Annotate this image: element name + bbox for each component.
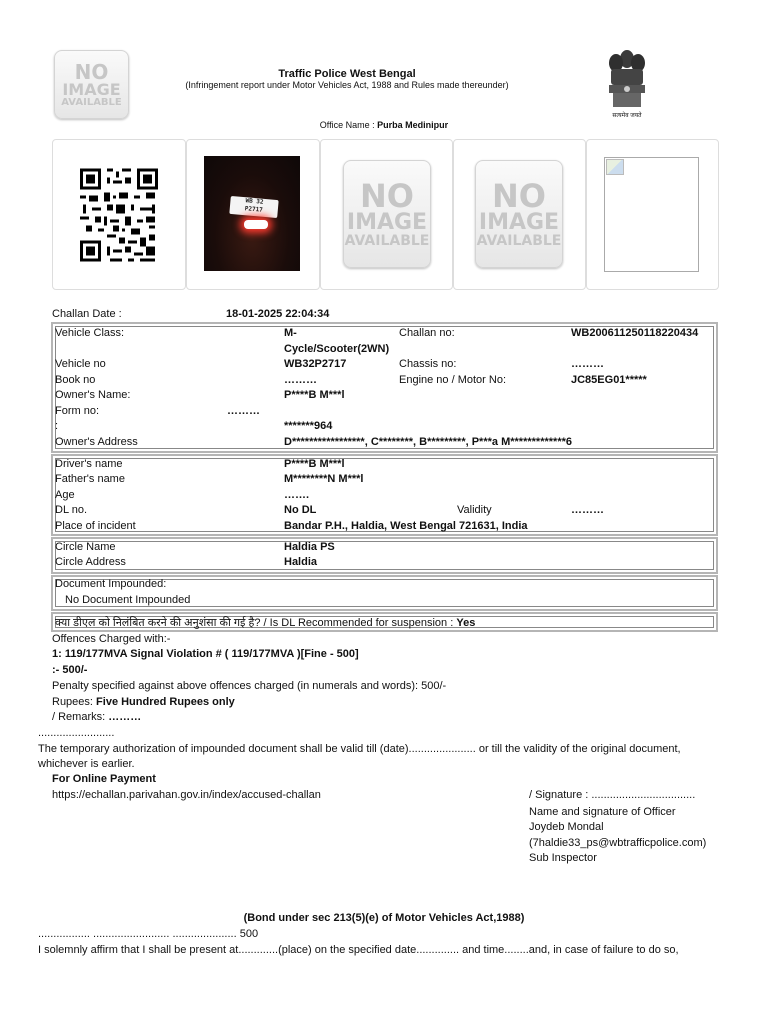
- bond-dots-line: ................. ......................... ..................... 500: [38, 928, 259, 940]
- bond-affirm: I solemnly affirm that I shall be present at.............(place) on the specified date.............. and time........and, in case of failure to do so,: [38, 944, 679, 956]
- engine-no-value: JC85EG01*****: [571, 374, 647, 386]
- challan-date-label: Challan Date :: [52, 308, 122, 320]
- circle-name-value: Haldia PS: [284, 541, 335, 553]
- officer-name-label: Name and signature of Officer: [529, 806, 676, 818]
- no-image-text-1: NO: [492, 177, 546, 215]
- plate-line-1: WB 32: [245, 197, 264, 206]
- mobile-label: :: [55, 420, 59, 432]
- penalty-text: Penalty specified against above offences charged (in numerals and words): 500/-: [52, 680, 447, 692]
- office-name-value: Purba Medinipur: [377, 120, 449, 130]
- validity-value: ………: [571, 504, 604, 516]
- photo-box-3: [320, 139, 453, 290]
- no-image-text-2: IMAGE: [346, 210, 428, 235]
- challan-no-value: WB20061125011822043​4: [571, 327, 699, 339]
- dl-no-value: No DL: [284, 504, 317, 516]
- vehicle-no-label: Vehicle no: [55, 358, 106, 370]
- dl-suspension-row: [55, 615, 475, 630]
- offence-fine: :- 500/-: [52, 664, 88, 676]
- owner-name-label: Owner's Name:: [55, 389, 131, 401]
- officer-name: Joydeb Mondal: [529, 821, 604, 833]
- chassis-no-value: ………: [571, 358, 604, 370]
- father-name-value: M********N M***l: [284, 473, 364, 485]
- book-no-value: ………: [284, 374, 317, 386]
- vehicle-photo: [204, 156, 300, 271]
- dl-suspension-answer: Yes: [456, 617, 476, 629]
- qr-code-box: [52, 139, 186, 290]
- office-name-label: Office Name :: [319, 120, 375, 130]
- plate-line-2: P2717: [244, 205, 264, 214]
- bond-heading: (Bond under sec 213(5)(e) of Motor Vehicles Act,1988): [243, 912, 525, 924]
- remarks-value: ………: [108, 711, 142, 723]
- rupees-label: Rupees:: [52, 696, 93, 708]
- officer-signature: / Signature : ..................................: [529, 789, 696, 801]
- national-emblem-icon: [601, 45, 653, 117]
- challan-no-label: Challan no:: [399, 327, 455, 339]
- book-no-label: Book no: [55, 374, 96, 386]
- owner-name-value: P****B M***l: [284, 389, 345, 401]
- age-label: Age: [55, 489, 75, 501]
- place-value: Bandar P.H., Haldia, West Bengal 721631, India: [284, 520, 528, 532]
- driver-name-label: Driver's name: [55, 458, 123, 470]
- dots-line: .........................: [38, 727, 115, 739]
- no-image-text-1: NO: [74, 59, 109, 84]
- page-subtitle: (Infringement report under Motor Vehicles Act, 1988 and Rules made thereunder): [185, 80, 509, 90]
- place-label: Place of incident: [55, 520, 136, 532]
- rupees-row: [52, 696, 235, 708]
- no-image-placeholder: [475, 160, 563, 268]
- circle-details-table: [51, 537, 718, 574]
- rupees-value: Five Hundred Rupees only: [96, 696, 235, 708]
- broken-image-icon: [604, 157, 699, 272]
- remarks-row: [52, 711, 141, 723]
- owner-address-value: D*****************, C********, B*********, P***a M*************6: [284, 436, 572, 448]
- engine-no-label: Engine no / Motor No:: [399, 374, 507, 386]
- no-image-text-3: AVAILABLE: [344, 233, 430, 249]
- no-image-text-3: AVAILABLE: [476, 233, 562, 249]
- page-title: Traffic Police West Bengal: [278, 68, 416, 80]
- broken-image-glyph: [606, 159, 624, 175]
- challan-date-value: 18-01-2025 22:04:34: [226, 308, 330, 320]
- age-value: …….: [284, 489, 310, 501]
- validity-label: Validity: [457, 504, 492, 516]
- father-name-label: Father's name: [55, 473, 125, 485]
- tail-light: [244, 220, 268, 229]
- circle-address-value: Haldia: [284, 556, 318, 568]
- number-plate: [229, 196, 278, 218]
- circle-name-label: Circle Name: [55, 541, 116, 553]
- officer-rank: Sub Inspector: [529, 852, 597, 864]
- emblem-caption: सत्यमेव जयते: [612, 113, 642, 119]
- photo-box-4: [453, 139, 586, 290]
- online-payment-heading: For Online Payment: [52, 773, 156, 785]
- form-no-label: Form no:: [55, 405, 100, 417]
- no-image-text-1: NO: [360, 177, 414, 215]
- vehicle-no-value: WB32P2717: [284, 358, 347, 370]
- dl-suspension-question: क्या डीएल को निलंबित करने की अनुशंसा की गई है? / Is DL Recommended for suspension :: [55, 617, 454, 629]
- vehicle-class-value-1: M-: [284, 327, 297, 339]
- form-no-value: ………: [227, 405, 260, 417]
- vehicle-class-value-2: Cycle/Scooter(2WN): [284, 343, 390, 355]
- online-payment-link[interactable]: https://echallan.parivahan.gov.in/index/accused-challan: [52, 789, 321, 801]
- no-image-text-2: IMAGE: [62, 79, 121, 99]
- remarks-label: / Remarks:: [52, 711, 106, 723]
- vehicle-details-table: [51, 322, 718, 453]
- chassis-no-label: Chassis no:: [399, 358, 457, 370]
- document-impounded-label: Document Impounded:: [55, 578, 167, 590]
- offences-heading: Offences Charged with:-: [52, 633, 171, 645]
- mobile-value: *******964: [284, 420, 333, 432]
- offence-item: 1: 119/177MVA Signal Violation # ( 119/177MVA )[Fine - 500]: [52, 648, 359, 660]
- driver-name-value: P****B M***l: [284, 458, 345, 470]
- qr-code-icon: [80, 168, 158, 262]
- circle-address-label: Circle Address: [55, 556, 126, 568]
- photo-box-5: [586, 139, 719, 290]
- document-impounded-value: No Document Impounded: [65, 594, 191, 606]
- authorization-line-1: The temporary authorization of impounded document shall be valid till (date)...................... or till the validity of the original document,: [38, 743, 681, 755]
- authorization-line-2: whichever is earlier.: [38, 758, 135, 770]
- owner-address-label: Owner's Address: [55, 436, 138, 448]
- no-image-text-3: AVAILABLE: [61, 96, 122, 108]
- dl-no-label: DL no.: [55, 504, 88, 516]
- vehicle-class-label: Vehicle Class:: [55, 327, 125, 339]
- office-name: [0, 120, 768, 130]
- no-image-text-2: IMAGE: [478, 210, 560, 235]
- officer-email: (7haldie33_ps@wbtrafficpolice.com): [529, 837, 707, 849]
- no-image-placeholder: [343, 160, 431, 268]
- vehicle-photo-box: [186, 139, 320, 290]
